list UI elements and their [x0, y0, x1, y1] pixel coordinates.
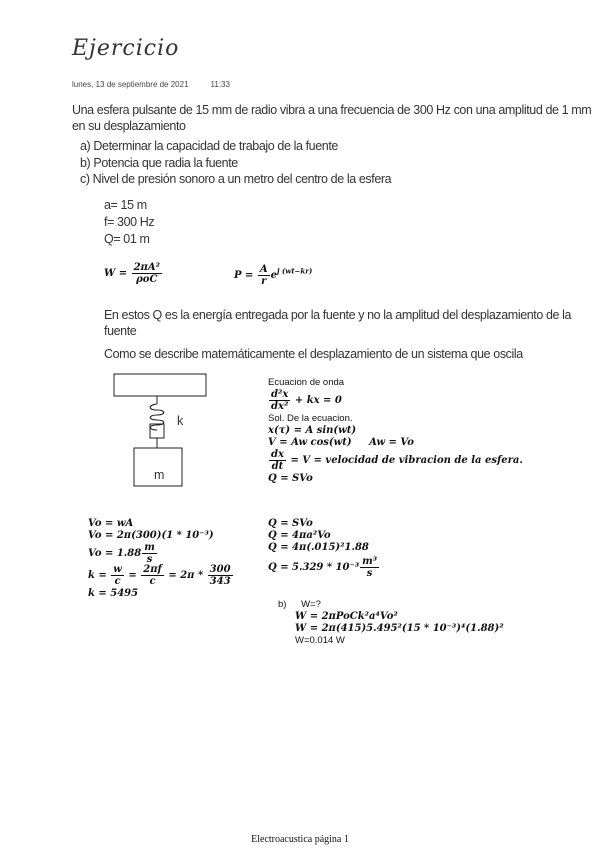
- problem-item-a: a) Determinar la capacidad de trabajo de la fuente: [80, 139, 338, 153]
- velocity-line: [268, 449, 523, 473]
- timestamp: [72, 80, 230, 89]
- k-result: k = 5495: [88, 588, 139, 599]
- velocity-fraction: [269, 449, 286, 472]
- q-line-4: [268, 556, 380, 580]
- problem-item-c: c) Nivel de presión sonoro a un metro del centro de la esfera: [80, 172, 392, 186]
- q-line-2: Q = 4πa²Vo: [268, 530, 331, 541]
- part-b-question: W=?: [301, 599, 321, 610]
- q-line-3: Q = 4π(.015)²1.88: [268, 542, 369, 553]
- k-fraction-3: [208, 564, 233, 587]
- problem-items: [80, 138, 391, 188]
- problem-intro: Una esfera pulsante de 15 mm de radio vibra a una frecuencia de 300 Hz con una amplitud de 1 mm en su desplazamiento: [72, 103, 592, 133]
- k-f1-den: c: [114, 576, 121, 587]
- support-block: [114, 374, 206, 396]
- formula-w-fraction: [132, 262, 162, 285]
- part-b-block: [278, 599, 504, 647]
- solution-aw: Aw = Vo: [369, 437, 414, 448]
- k-fraction-2: [141, 564, 164, 587]
- spring-coil: [150, 404, 164, 430]
- part-b-w2: W = 2π(415)5.495²(15 * 10⁻³)⁴(1.88)²: [295, 623, 504, 634]
- formula-p-fraction: [258, 264, 270, 287]
- given-frequency: f= 300 Hz: [104, 215, 155, 229]
- vo-line-1: Vo = wA: [88, 518, 134, 529]
- given-q: Q= 01 m: [104, 232, 150, 246]
- k-f3-den: 343: [209, 576, 231, 587]
- formula-p-lhs: P =: [234, 270, 254, 281]
- vo-units-num: m: [144, 542, 155, 553]
- formula-p-exponent: j (wt−kr): [277, 266, 313, 276]
- page-title: Ejercicio: [72, 36, 180, 61]
- energy-note: En estos Q es la energía entregada por la fuente y no la amplitud del desplazamiento de la fuente: [104, 308, 572, 338]
- formula-p-den: r: [261, 276, 267, 287]
- spring-label: k: [177, 414, 183, 428]
- mass-label: m: [154, 468, 165, 482]
- vo-units: [142, 542, 157, 565]
- solution-label: Sol. De la ecuacion.: [268, 413, 353, 424]
- formula-w: [104, 262, 163, 285]
- formula-p: [234, 264, 312, 287]
- q-line-1: Q = SVo: [268, 518, 313, 529]
- q-units: [360, 556, 379, 579]
- velocity-num: dx: [271, 449, 284, 460]
- formula-p-num: A: [259, 264, 268, 275]
- wave-eq-rest: + kx = 0: [294, 395, 342, 406]
- k-f2-num: 2πf: [143, 564, 162, 575]
- k-eq2: = 2π *: [168, 570, 204, 581]
- solution-x: x(τ) = A sin(wt): [268, 425, 357, 436]
- wave-heading: Ecuacion de onda: [268, 377, 345, 388]
- formula-w-lhs: W =: [104, 268, 128, 279]
- velocity-text: = V = velocidad de vibracion de la esfera.: [290, 455, 523, 466]
- page-footer: Electroacustica página 1: [251, 834, 349, 845]
- formula-w-den: ρoC: [136, 274, 158, 285]
- part-b-w1: W = 2πPoCk²a⁴Vo²: [295, 611, 398, 622]
- formula-p-exp-base: e: [270, 270, 278, 281]
- k-eq: =: [128, 570, 137, 581]
- k-f2-den: c: [149, 576, 156, 587]
- wave-eq-den: dx²: [271, 401, 289, 412]
- q-units-num: m³: [362, 556, 378, 567]
- vo-line-2: Vo = 2π(300)(1 * 10⁻³): [88, 530, 214, 541]
- given-radius: a= 15 m: [104, 198, 147, 212]
- vo-value: Vo = 1.88: [88, 548, 142, 559]
- wave-eq: [268, 389, 523, 413]
- q-value: Q = 5.329 * 10⁻³: [268, 562, 360, 573]
- q-units-den: s: [366, 568, 373, 579]
- describe-note: Como se describe matemáticamente el desplazamiento de un sistema que oscila: [104, 347, 523, 361]
- solution-v: [268, 437, 523, 449]
- solution-v-text: V = Aw cos(wt): [268, 437, 352, 448]
- k-f1-num: w: [113, 564, 122, 575]
- wave-eq-num: d²x: [271, 389, 289, 400]
- left-calculation: [88, 518, 234, 600]
- k-f3-num: 300: [209, 564, 231, 575]
- wave-equation-block: [268, 377, 523, 485]
- problem-item-b: b) Potencia que radia la fuente: [80, 155, 238, 170]
- right-calculation: [268, 518, 380, 580]
- part-b-result: W=0.014 W: [295, 635, 345, 646]
- k-fraction-1: [111, 564, 124, 587]
- formula-w-num: 2πA²: [133, 262, 160, 273]
- vo-line-3: [88, 542, 234, 564]
- q-line: Q = SVo: [268, 473, 313, 484]
- velocity-den: dt: [271, 461, 284, 472]
- k-lhs: k =: [88, 570, 107, 581]
- given-values: [104, 197, 154, 248]
- part-b-header: [278, 599, 504, 611]
- time-text: 11:33: [210, 80, 230, 89]
- part-b-label: b): [278, 599, 287, 610]
- date-text: lunes, 13 de septiembre de 2021: [72, 80, 189, 89]
- k-line: [88, 564, 234, 588]
- wave-eq-fraction: [269, 389, 290, 412]
- vo-units-den: s: [146, 554, 153, 565]
